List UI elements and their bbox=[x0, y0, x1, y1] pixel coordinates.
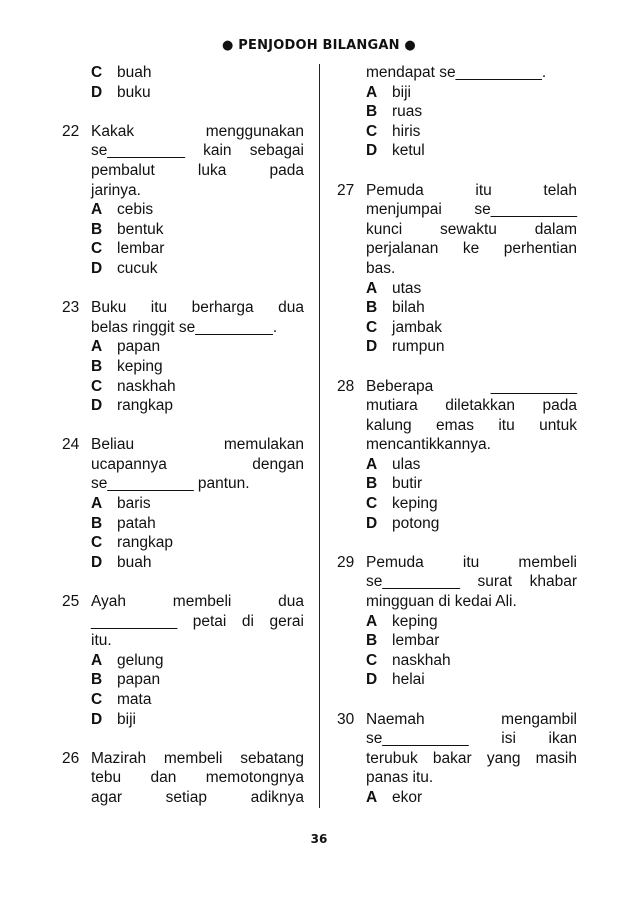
question-text: jarinya. bbox=[91, 181, 141, 199]
option-letter: B bbox=[366, 299, 378, 317]
question-23 bbox=[62, 298, 304, 416]
question-26-continued bbox=[337, 63, 577, 161]
option-letter: A bbox=[91, 338, 103, 356]
option bbox=[337, 494, 577, 514]
option-text: lembar bbox=[392, 632, 440, 650]
option-letter: D bbox=[91, 710, 103, 728]
option-text: buah bbox=[117, 553, 152, 571]
option bbox=[62, 494, 304, 514]
option-letter: A bbox=[91, 495, 103, 513]
question-27 bbox=[337, 181, 577, 357]
question-text: Mazirah membeli sebatang bbox=[91, 749, 304, 767]
question-number: 24 bbox=[62, 436, 80, 454]
column-divider bbox=[319, 64, 320, 808]
question-text: pembalut luka pada bbox=[91, 161, 304, 179]
question-number: 27 bbox=[337, 181, 355, 199]
option bbox=[62, 377, 304, 397]
option-text: buku bbox=[117, 83, 151, 101]
option-text: gelung bbox=[117, 651, 164, 669]
option bbox=[62, 651, 304, 671]
option-text: hiris bbox=[392, 122, 421, 140]
option bbox=[337, 337, 577, 357]
page-header: ● PENJODOH BILANGAN ● bbox=[222, 38, 416, 53]
option bbox=[337, 298, 577, 318]
question-text: perjalanan ke perhentian bbox=[366, 240, 577, 258]
question-26 bbox=[62, 749, 304, 808]
option-letter: B bbox=[91, 671, 103, 689]
question-text: se_________ surat khabar bbox=[366, 573, 577, 591]
option-letter: D bbox=[91, 83, 103, 101]
option bbox=[337, 102, 577, 122]
question-number: 30 bbox=[337, 710, 355, 728]
option bbox=[337, 455, 577, 475]
option-letter: B bbox=[91, 220, 103, 238]
option bbox=[337, 474, 577, 494]
page-number: 36 bbox=[310, 832, 328, 846]
option-text: jambak bbox=[392, 318, 442, 336]
question-text: se_________ kain sebagai bbox=[91, 142, 304, 160]
question-text: Kakak menggunakan bbox=[91, 122, 304, 140]
option-text: mata bbox=[117, 691, 152, 708]
option bbox=[337, 631, 577, 651]
option bbox=[62, 514, 304, 534]
option-text: papan bbox=[117, 338, 161, 356]
left-column bbox=[62, 63, 304, 808]
option bbox=[337, 651, 577, 671]
option bbox=[62, 690, 304, 710]
question-text: Naemah mengambil bbox=[366, 710, 577, 728]
option-text: potong bbox=[392, 514, 440, 532]
question-number: 22 bbox=[62, 122, 80, 140]
question-text: Buku itu berharga dua bbox=[91, 299, 304, 317]
question-text: tebu dan memotongnya bbox=[91, 769, 304, 787]
option-letter: B bbox=[91, 357, 103, 375]
option bbox=[337, 122, 577, 142]
option bbox=[62, 259, 304, 279]
option-text: rangkap bbox=[117, 534, 174, 552]
question-text: kunci sewaktu dalam bbox=[366, 220, 577, 238]
question-text: terubuk bakar yang masih bbox=[366, 749, 577, 767]
option bbox=[337, 788, 577, 808]
option-letter: B bbox=[366, 103, 378, 121]
option-letter: D bbox=[366, 338, 378, 356]
question-text: Beliau memulakan bbox=[91, 436, 304, 454]
question-24 bbox=[62, 435, 304, 572]
question-text: mendapat se__________. bbox=[366, 64, 547, 81]
option-text: rangkap bbox=[117, 397, 174, 415]
option bbox=[337, 318, 577, 338]
right-column bbox=[337, 63, 577, 808]
option-text: keping bbox=[392, 495, 438, 513]
question-text: menjumpai se__________ bbox=[366, 201, 577, 219]
option bbox=[62, 63, 304, 83]
option-text: helai bbox=[392, 671, 425, 689]
question-29 bbox=[337, 553, 577, 690]
option bbox=[62, 357, 304, 377]
option-letter: D bbox=[91, 553, 103, 571]
option bbox=[62, 553, 304, 573]
option bbox=[62, 200, 304, 220]
question-text: kalung emas itu untuk bbox=[366, 416, 577, 434]
option-text: keping bbox=[117, 357, 163, 375]
option-letter: C bbox=[91, 534, 103, 552]
question-text: agar setiap adiknya bbox=[91, 788, 304, 806]
question-30 bbox=[337, 710, 577, 808]
question-number: 28 bbox=[337, 377, 355, 395]
option-text: keping bbox=[392, 612, 438, 630]
question-text: belas ringgit se_________. bbox=[91, 318, 278, 336]
option-letter: B bbox=[91, 514, 103, 532]
option bbox=[337, 141, 577, 161]
option-letter: D bbox=[366, 514, 378, 532]
question-text: se__________ isi ikan bbox=[366, 730, 577, 748]
question-text: se__________ pantun. bbox=[91, 475, 250, 493]
option-letter: D bbox=[91, 259, 103, 277]
option-text: baris bbox=[117, 495, 151, 513]
option-text: patah bbox=[117, 514, 156, 532]
question-number: 26 bbox=[62, 749, 80, 767]
option bbox=[62, 670, 304, 690]
option-letter: A bbox=[91, 201, 103, 219]
question-text: itu. bbox=[91, 632, 112, 650]
question-text: panas itu. bbox=[366, 769, 434, 787]
option-letter: C bbox=[366, 318, 378, 336]
option-letter: D bbox=[366, 671, 378, 689]
option bbox=[62, 710, 304, 730]
question-text: mutiara diletakkan pada bbox=[366, 397, 577, 415]
question-text: bas. bbox=[366, 259, 396, 277]
option-text: naskhah bbox=[392, 651, 451, 669]
question-text: __________ petai di gerai bbox=[91, 612, 304, 630]
option-text: utas bbox=[392, 279, 422, 297]
option-letter: A bbox=[366, 279, 378, 297]
question-text: Ayah membeli dua bbox=[91, 593, 304, 611]
option-text: bilah bbox=[392, 299, 425, 317]
option-letter: C bbox=[366, 122, 378, 140]
option bbox=[62, 337, 304, 357]
option-letter: D bbox=[366, 142, 378, 160]
option bbox=[337, 612, 577, 632]
option-text: ulas bbox=[392, 455, 421, 473]
question-number: 29 bbox=[337, 553, 355, 571]
option bbox=[62, 220, 304, 240]
option bbox=[62, 533, 304, 553]
option-letter: A bbox=[91, 651, 103, 669]
option-text: buah bbox=[117, 64, 152, 81]
question-text: ucapannya dengan bbox=[91, 455, 304, 473]
question-text: mencantikkannya. bbox=[366, 436, 491, 454]
option bbox=[337, 83, 577, 103]
option-text: biji bbox=[392, 83, 411, 101]
option-letter: C bbox=[91, 691, 103, 708]
option-letter: A bbox=[366, 788, 378, 806]
option-letter: B bbox=[366, 475, 378, 493]
option-text: ekor bbox=[392, 788, 423, 806]
option-letter: C bbox=[91, 377, 103, 395]
option-text: ketul bbox=[392, 142, 425, 160]
option-text: bentuk bbox=[117, 220, 164, 238]
question-text: mingguan di kedai Ali. bbox=[366, 593, 517, 611]
option-text: biji bbox=[117, 710, 136, 728]
option-letter: D bbox=[91, 397, 103, 415]
option-letter: C bbox=[91, 64, 103, 81]
option-letter: A bbox=[366, 83, 378, 101]
option bbox=[62, 239, 304, 259]
question-text: Pemuda itu membeli bbox=[366, 553, 577, 571]
option-letter: A bbox=[366, 455, 378, 473]
option bbox=[337, 279, 577, 299]
option-letter: A bbox=[366, 612, 378, 630]
option bbox=[337, 514, 577, 534]
option-text: papan bbox=[117, 671, 161, 689]
option-text: lembar bbox=[117, 240, 165, 258]
option-text: naskhah bbox=[117, 377, 176, 395]
option-text: butir bbox=[392, 475, 423, 493]
option-text: ruas bbox=[392, 103, 423, 121]
option bbox=[337, 670, 577, 690]
question-25 bbox=[62, 592, 304, 729]
option bbox=[62, 83, 304, 103]
question-text: Beberapa __________ bbox=[366, 377, 577, 395]
option-letter: C bbox=[91, 240, 103, 258]
question-number: 23 bbox=[62, 299, 80, 317]
question-28 bbox=[337, 377, 577, 534]
option-letter: C bbox=[366, 495, 378, 513]
option-letter: C bbox=[366, 651, 378, 669]
option-letter: B bbox=[366, 632, 378, 650]
option-text: cucuk bbox=[117, 259, 158, 277]
option-text: rumpun bbox=[392, 338, 445, 356]
option bbox=[62, 396, 304, 416]
question-text: Pemuda itu telah bbox=[366, 181, 577, 199]
question-number: 25 bbox=[62, 593, 80, 611]
option-text: cebis bbox=[117, 201, 154, 219]
question-22 bbox=[62, 122, 304, 279]
